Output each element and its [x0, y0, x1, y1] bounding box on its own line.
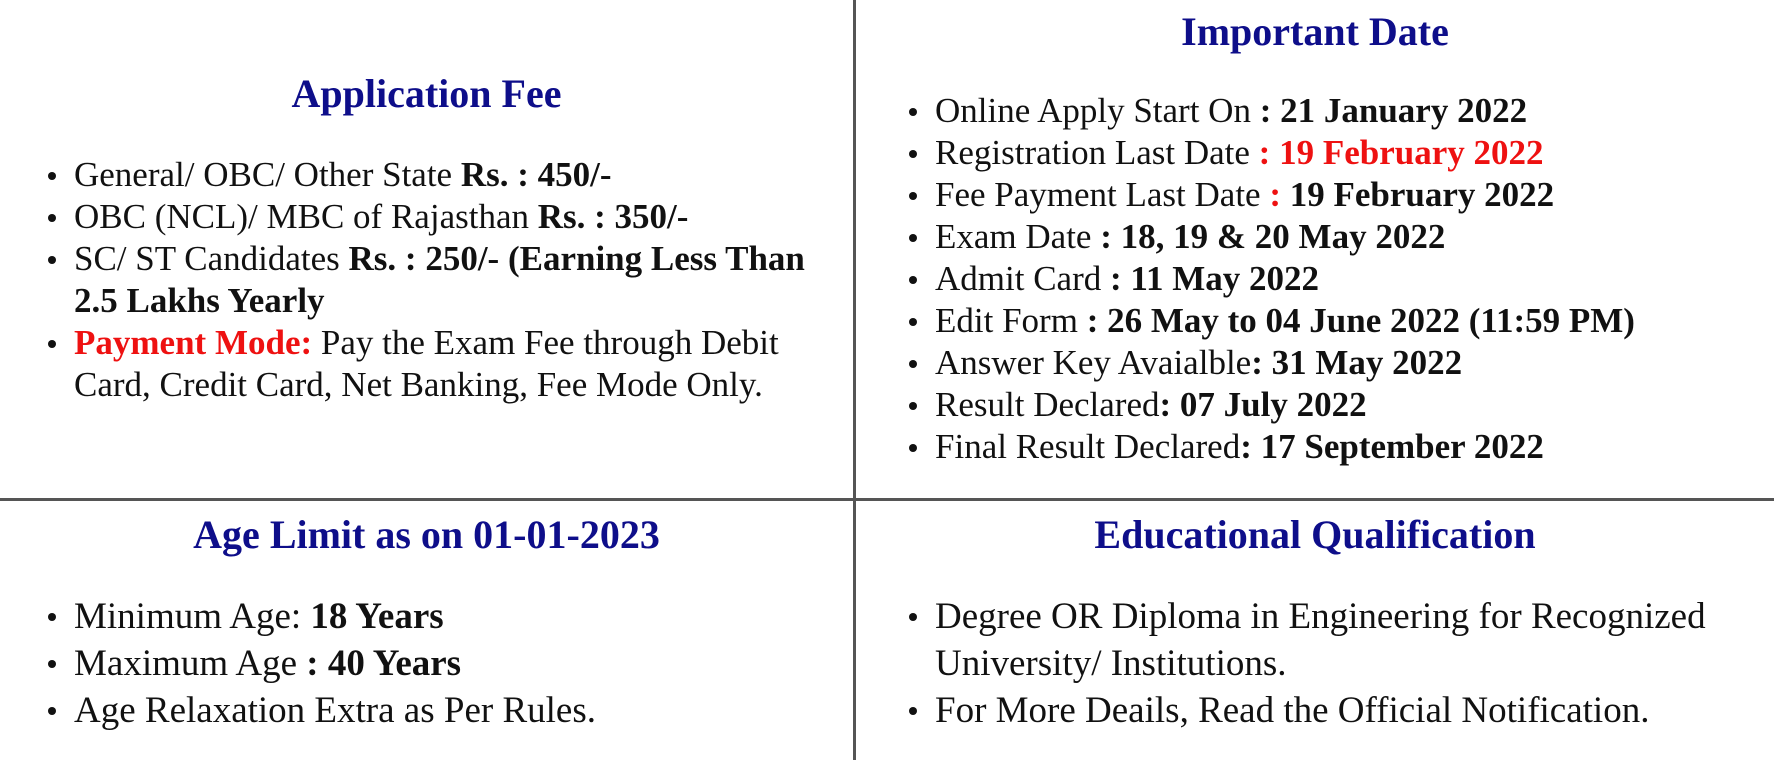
- important-date-list: [856, 90, 1774, 468]
- educational-qualification-heading: Educational Qualification: [1094, 512, 1536, 557]
- list-item: Maximum Age : 40 Years: [74, 640, 844, 687]
- list-item: Age Relaxation Extra as Per Rules.: [74, 687, 844, 734]
- list-item: Fee Payment Last Date : 19 February 2022: [935, 174, 1774, 216]
- list-item: Minimum Age: 18 Years: [74, 593, 844, 640]
- payment-mode-label: Payment Mode:: [74, 323, 313, 362]
- list-item: For More Deails, Read the Official Notification.: [935, 687, 1774, 734]
- age-limit-list: [0, 593, 844, 734]
- list-item: SC/ ST Candidates Rs. : 250/- (Earning Less Than 2.5 Lakhs Yearly: [74, 238, 844, 322]
- application-fee-list: [0, 154, 844, 406]
- list-item: Payment Mode: Pay the Exam Fee through Debit Card, Credit Card, Net Banking, Fee Mode Only.: [74, 322, 844, 406]
- list-item: General/ OBC/ Other State Rs. : 450/-: [74, 154, 844, 196]
- educational-qualification-cell: [856, 501, 1774, 760]
- list-item: Final Result Declared: 17 September 2022: [935, 426, 1774, 468]
- horizontal-divider: [0, 498, 1774, 501]
- list-item: Online Apply Start On : 21 January 2022: [935, 90, 1774, 132]
- list-item: Degree OR Diploma in Engineering for Recognized University/ Institutions.: [935, 593, 1774, 687]
- list-item: Result Declared: 07 July 2022: [935, 384, 1774, 426]
- list-item: Registration Last Date : 19 February 2022: [935, 132, 1774, 174]
- important-date-cell: [856, 0, 1774, 498]
- application-fee-cell: [0, 0, 853, 498]
- age-limit-cell: [0, 501, 853, 760]
- age-limit-heading: Age Limit as on 01-01-2023: [193, 512, 660, 557]
- important-date-heading: Important Date: [1181, 9, 1449, 54]
- list-item: Exam Date : 18, 19 & 20 May 2022: [935, 216, 1774, 258]
- educational-qualification-list: [856, 593, 1774, 734]
- list-item: Answer Key Avaialble: 31 May 2022: [935, 342, 1774, 384]
- list-item: Admit Card : 11 May 2022: [935, 258, 1774, 300]
- vertical-divider: [853, 0, 856, 760]
- application-fee-heading: Application Fee: [291, 71, 562, 116]
- list-item: Edit Form : 26 May to 04 June 2022 (11:59 PM): [935, 300, 1774, 342]
- list-item: OBC (NCL)/ MBC of Rajasthan Rs. : 350/-: [74, 196, 844, 238]
